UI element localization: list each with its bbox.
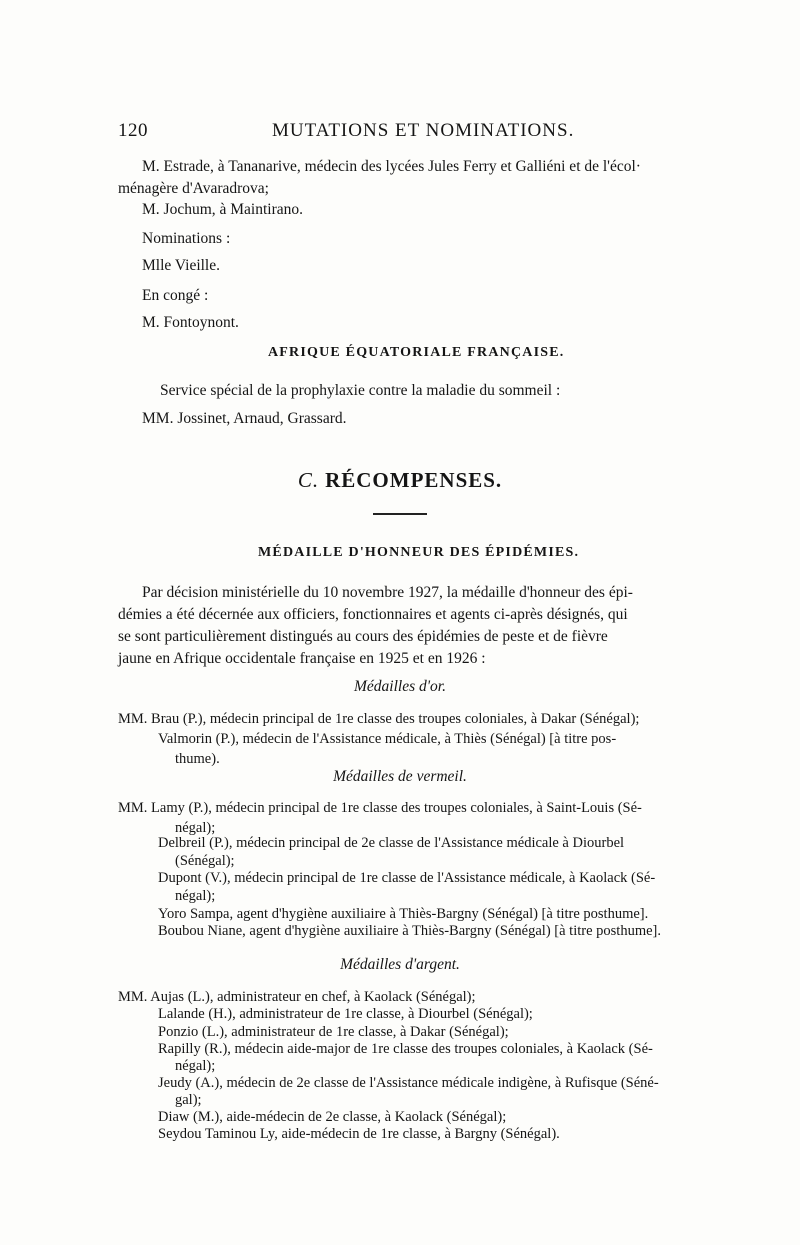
list-item: Diaw (M.), aide-médecin de 2e classe, à Kaolack (Sénégal); — [158, 1109, 507, 1125]
text-line: Mlle Vieille. — [142, 257, 220, 274]
list-item: Delbreil (P.), médecin principal de 2e classe de l'Assistance médicale à Diourbel — [158, 835, 625, 851]
list-item: négal); — [175, 1058, 216, 1074]
medailles-vermeil-title: Médailles de vermeil. — [333, 768, 467, 785]
list-item: MM. Brau (P.), médecin principal de 1re classe des troupes coloniales, à Dakar (Sénégal); — [118, 711, 640, 727]
divider — [373, 513, 427, 515]
list-item: Boubou Niane, agent d'hygiène auxiliaire à Thiès-Bargny (Sénégal) [à titre posthume]. — [158, 923, 661, 939]
nominations-label: Nominations : — [142, 230, 231, 247]
text-line: M. Fontoynont. — [142, 314, 239, 331]
text-line: Service spécial de la prophylaxie contre la maladie du sommeil : — [160, 382, 561, 399]
text-line: MM. Jossinet, Arnaud, Grassard. — [142, 410, 347, 427]
list-item: négal); — [175, 888, 216, 904]
list-item: Seydou Taminou Ly, aide-médecin de 1re classe, à Bargny (Sénégal). — [158, 1126, 560, 1142]
text-line: ménagère d'Avaradrova; — [118, 180, 269, 197]
paragraph-line: se sont particulièrement distingués au cours des épidémies de peste et de fièvre — [118, 628, 608, 645]
list-item: négal); — [175, 820, 216, 836]
list-item: Dupont (V.), médecin principal de 1re classe de l'Assistance médicale, à Kaolack (Sé- — [158, 870, 656, 886]
list-item: Rapilly (R.), médecin aide-major de 1re classe des troupes coloniales, à Kaolack (Sé- — [158, 1041, 653, 1057]
list-item: (Sénégal); — [175, 853, 235, 869]
section-letter: C. — [297, 468, 320, 492]
paragraph-line: démies a été décernée aux officiers, fonctionnaires et agents ci-après désignés, qui — [118, 606, 628, 623]
list-item: Jeudy (A.), médecin de 2e classe de l'Assistance médicale indigène, à Rufisque (Séné- — [158, 1075, 659, 1091]
text-line: M. Estrade, à Tananarive, médecin des lycées Jules Ferry et Galliéni et de l'écol· — [142, 158, 641, 175]
paragraph-line: jaune en Afrique occidentale française en 1925 et en 1926 : — [118, 650, 486, 667]
running-title: MUTATIONS ET NOMINATIONS. — [272, 120, 575, 141]
section-heading-aef: AFRIQUE ÉQUATORIALE FRANÇAISE. — [268, 345, 565, 360]
medailles-argent-title: Médailles d'argent. — [340, 956, 460, 973]
list-item: Ponzio (L.), administrateur de 1re classe, à Dakar (Sénégal); — [158, 1024, 509, 1040]
page-number: 120 — [118, 120, 148, 141]
recompenses-heading — [0, 468, 800, 493]
medailles-or-title: Médailles d'or. — [353, 678, 446, 695]
list-item: Yoro Sampa, agent d'hygiène auxiliaire à Thiès-Bargny (Sénégal) [à titre posthume]. — [158, 906, 649, 922]
recompenses-title: RÉCOMPENSES. — [325, 468, 503, 492]
list-item: gal); — [175, 1092, 202, 1108]
paragraph-line: Par décision ministérielle du 10 novembre 1927, la médaille d'honneur des épi- — [142, 584, 633, 601]
list-item: MM. Aujas (L.), administrateur en chef, à Kaolack (Sénégal); — [118, 989, 476, 1005]
list-item: Lalande (H.), administrateur de 1re classe, à Diourbel (Sénégal); — [158, 1006, 533, 1022]
medaille-heading: MÉDAILLE D'HONNEUR DES ÉPIDÉMIES. — [258, 545, 580, 560]
conge-label: En congé : — [142, 287, 209, 304]
list-item: thume). — [175, 751, 220, 767]
list-item: Valmorin (P.), médecin de l'Assistance médicale, à Thiès (Sénégal) [à titre pos- — [158, 731, 617, 747]
list-item: MM. Lamy (P.), médecin principal de 1re classe des troupes coloniales, à Saint-Louis (Sé- — [118, 800, 642, 816]
text-line: M. Jochum, à Maintirano. — [142, 201, 304, 218]
